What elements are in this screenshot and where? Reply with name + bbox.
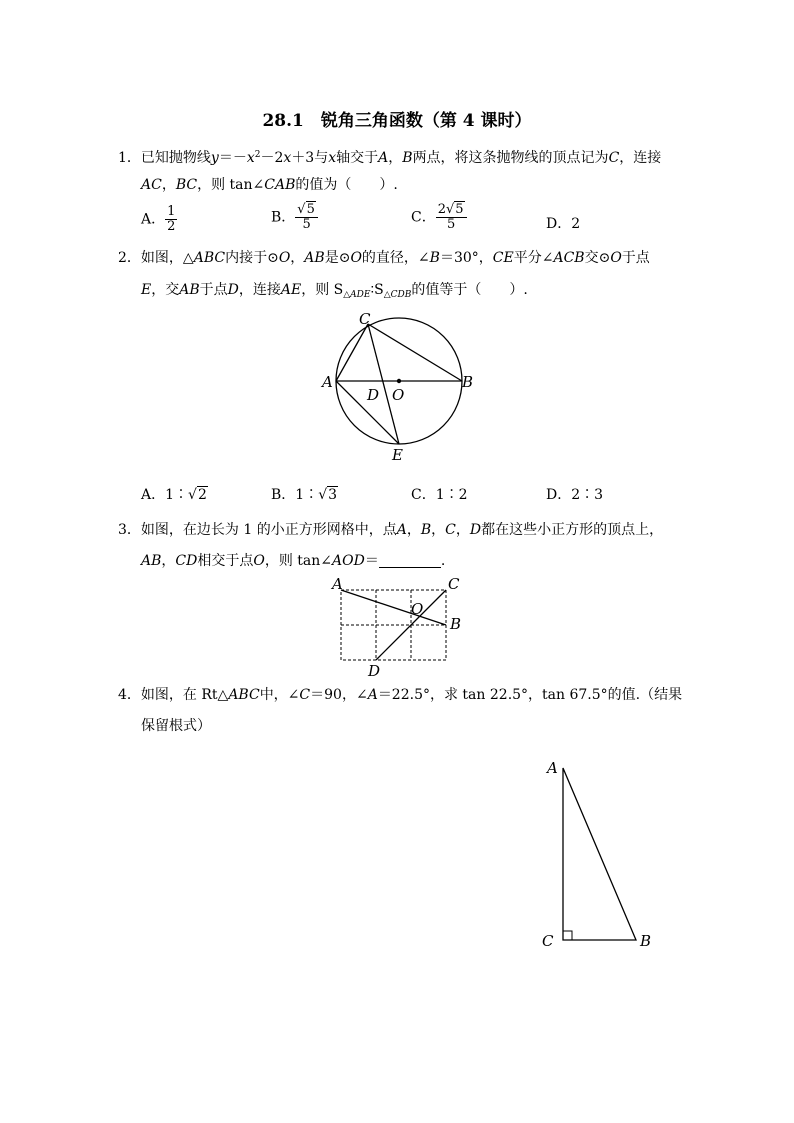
question-number: 1． — [118, 150, 141, 166]
question-2-line-1: 2．如图，△ABC内接于⊙O，AB是⊙O的直径，∠B＝30°，CE平分∠ACB交⊙O于点 — [118, 250, 650, 266]
label-c: C — [448, 575, 460, 593]
label-o: O — [392, 386, 405, 404]
fraction: $\frac{2√5}{5}$ — [436, 203, 467, 232]
label-a: A — [547, 759, 558, 777]
label-c: C — [359, 310, 371, 328]
question-2-line-2: E，交AB于点D，连接AE，则 $S_{\triangle ADE}∶S_{\triangle CDB}$的值等于（ ）. — [141, 282, 528, 300]
sqrt-sign: √ — [188, 487, 197, 503]
label-o: O — [411, 600, 424, 618]
question-3-line-1: 3．如图，在边长为 1 的小正方形网格中，点A，B，C，D都在这些小正方形的顶点上， — [118, 522, 664, 538]
right-angle-mark — [563, 931, 572, 940]
q2-option-a: A．1∶√2 — [141, 487, 207, 503]
question-4-line-1: 4．如图，在 Rt△ABC中，∠C＝90，∠A＝22.5°，求 tan 22.5°，tan 67.5°的值.（结果 — [118, 687, 683, 703]
question-number: 3． — [118, 522, 141, 538]
label-b: B — [462, 373, 474, 391]
question-number: 2． — [118, 250, 141, 266]
label-a: A — [322, 373, 333, 391]
question-number: 4． — [118, 687, 141, 703]
q2-option-b: B．1∶√3 — [271, 487, 338, 503]
label-d: D — [367, 386, 380, 404]
question-3-line-2: AB，CD相交于点O，则 tan∠AOD＝ . — [141, 553, 446, 569]
sqrt-sign: √ — [297, 202, 306, 217]
label-b: B — [450, 615, 462, 633]
label-a: A — [332, 575, 343, 593]
label-b: B — [640, 932, 652, 950]
q2-option-c: C．1∶2 — [411, 487, 468, 503]
label-c: C — [542, 932, 554, 950]
sqrt-sign: √ — [446, 202, 455, 217]
page-title: 28.1 锐角三角函数（第 4 课时） — [262, 111, 532, 131]
fraction: $\frac{√5}{5}$ — [295, 203, 318, 232]
triangle-abc — [563, 768, 636, 940]
question-4-line-2: 保留根式） — [141, 718, 211, 734]
label-d: D — [368, 662, 381, 680]
q1-option-b: B． $\frac{√5}{5}$ — [271, 203, 318, 232]
q2-option-d: D．2∶3 — [546, 487, 604, 503]
question-1-line-1: 1．已知抛物线$y=-x^2-2x+3$与x轴交于A，B两点，将这条抛物线的顶点记为C，连接 — [118, 150, 662, 166]
q1-option-d: D．2 — [546, 216, 581, 232]
q1-option-c: C． $\frac{2√5}{5}$ — [411, 203, 467, 232]
fraction: $\frac{1}{2}$ — [167, 204, 176, 234]
label-e: E — [392, 446, 403, 464]
q1-option-a: A． $\frac{1}{2}$ — [141, 204, 176, 234]
question-1-line-2: AC，BC，则 tan∠CAB的值为（ ）. — [141, 177, 398, 193]
sqrt-sign: √ — [318, 487, 328, 503]
